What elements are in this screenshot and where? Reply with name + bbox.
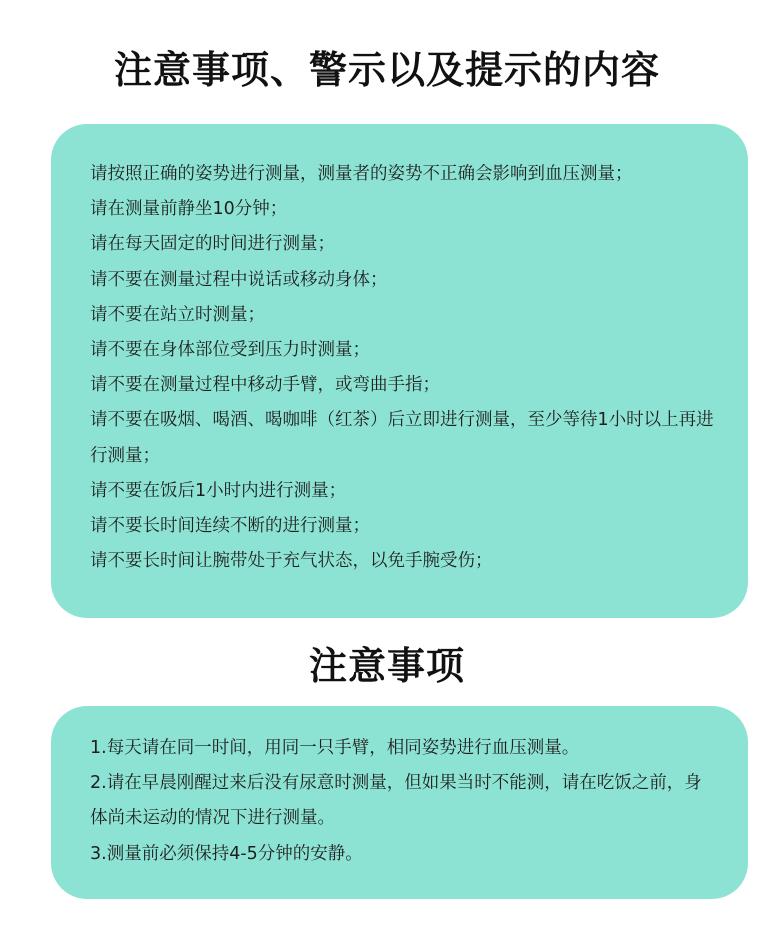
warnings-panel xyxy=(51,124,748,618)
warning-item: 请不要在吸烟、喝酒、喝咖啡（红茶）后立即进行测量，至少等待1小时以上再进行测量； xyxy=(90,410,714,466)
notes-section-title: 注意事项 xyxy=(308,644,465,688)
notes-panel xyxy=(51,706,748,899)
warning-item: 请不要在测量过程中说话或移动身体； xyxy=(90,269,388,290)
warning-item: 请不要在饭后1小时内进行测量； xyxy=(90,480,347,501)
warnings-section-title: 注意事项、警示以及提示的内容 xyxy=(113,48,660,92)
warning-item: 请按照正确的姿势进行测量，测量者的姿势不正确会影响到血压测量； xyxy=(90,164,633,184)
warning-item: 请不要长时间连续不断的进行测量； xyxy=(90,516,370,537)
warning-item: 请在测量前静坐10分钟； xyxy=(90,199,288,220)
notes-list xyxy=(90,731,718,872)
note-item: 3.测量前必须保持4-5分钟的安静。 xyxy=(90,843,363,864)
note-item: 1.每天请在同一时间，用同一只手臂，相同姿势进行血压测量。 xyxy=(90,738,580,758)
warning-item: 请不要长时间让腕带处于充气状态，以免手腕受伤； xyxy=(90,551,493,572)
note-item: 2.请在早晨刚醒过来后没有尿意时测量，但如果当时不能测，请在吃饭之前，身体尚未运动的情况下进行测量。 xyxy=(90,773,702,829)
warning-item: 请不要在身体部位受到压力时测量； xyxy=(90,340,370,361)
warning-item: 请不要在测量过程中移动手臂，或弯曲手指； xyxy=(90,375,440,396)
warnings-list xyxy=(90,157,718,579)
warning-item: 请在每天固定的时间进行测量； xyxy=(90,234,335,255)
warning-item: 请不要在站立时测量； xyxy=(90,304,265,325)
